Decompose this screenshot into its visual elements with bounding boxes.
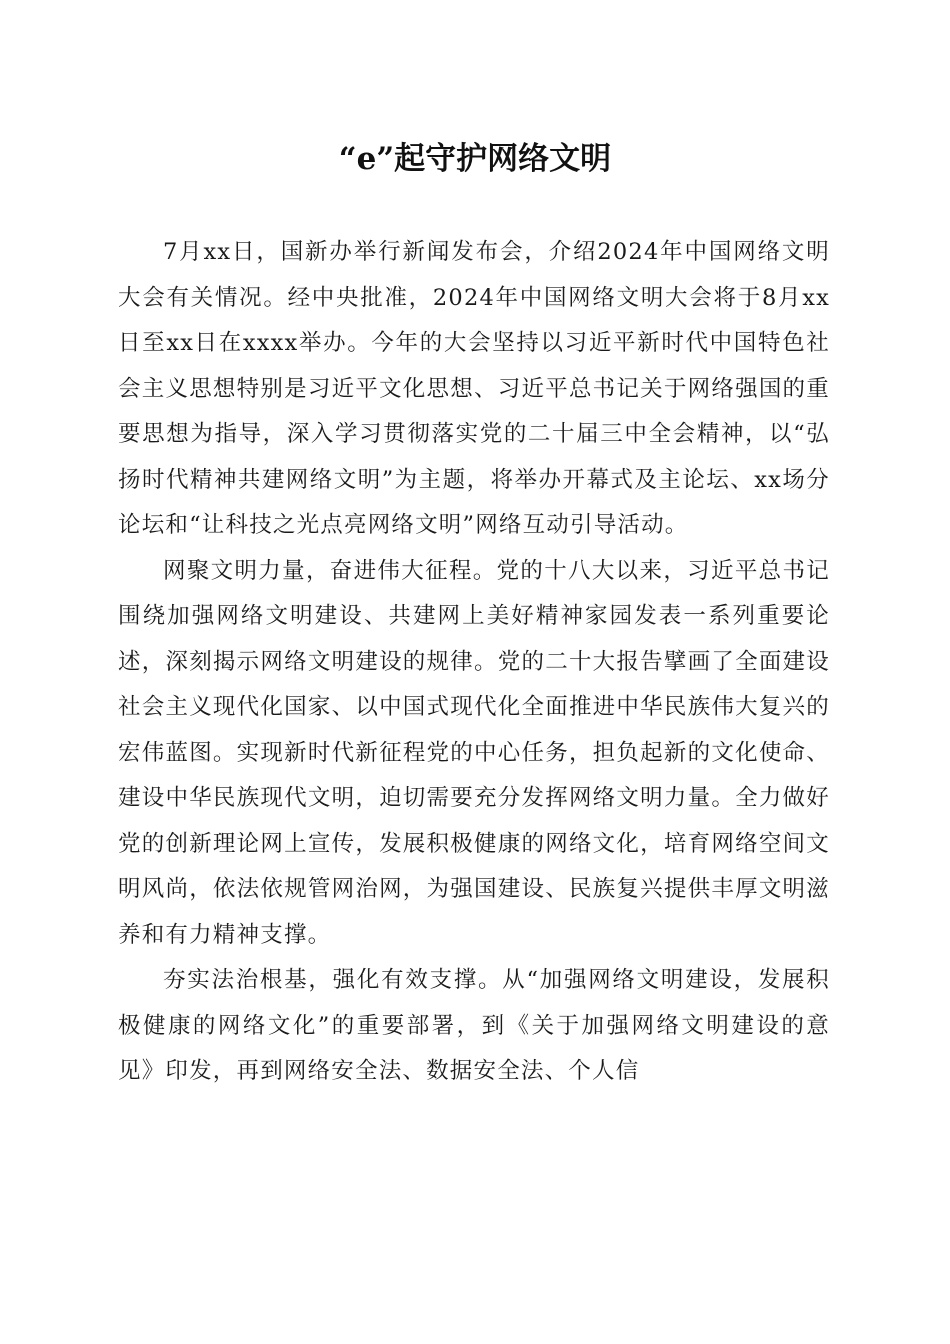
paragraph-2: 网聚文明力量，奋进伟大征程。党的十八大以来，习近平总书记围绕加强网络文明建设、共建网上美好精神家园发表一系列重要论述，深刻揭示网络文明建设的规律。党的二十大报告擘画了全面建设社会主义现代化国家、以中国式现代化全面推进中华民族伟大复兴的宏伟蓝图。实现新时代新征程党的中心任务，担负起新的文化使命、建设中华民族现代文明，迫切需要充分发挥网络文明力量。全力做好党的创新理论网上宣传，发展积极健康的网络文化，培育网络空间文明风尚，依法依规管网治网，为强国建设、民族复兴提供丰厚文明滋养和有力精神支撑。 [118,557,830,948]
document-body [118,230,830,1095]
paragraph-3: 夯实法治根基，强化有效支撑。从“加强网络文明建设，发展积极健康的网络文化”的重要部署，到《关于加强网络文明建设的意见》印发，再到网络安全法、数据安全法、个人信 [118,967,830,1084]
paragraph-1: 7月xx日，国新办举行新闻发布会，介绍2024年中国网络文明大会有关情况。经中央批准，2024年中国网络文明大会将于8月xx日至xx日在xxxx举办。今年的大会坚持以习近平新时代中国特色社会主义思想特别是习近平文化思想、习近平总书记关于网络强国的重要思想为指导，深入学习贯彻落实党的二十届三中全会精神，以“弘扬时代精神共建网络文明”为主题，将举办开幕式及主论坛、xx场分论坛和“让科技之光点亮网络文明”网络互动引导活动。 [118,239,830,538]
document-title: “e”起守护网络文明 [338,141,612,177]
